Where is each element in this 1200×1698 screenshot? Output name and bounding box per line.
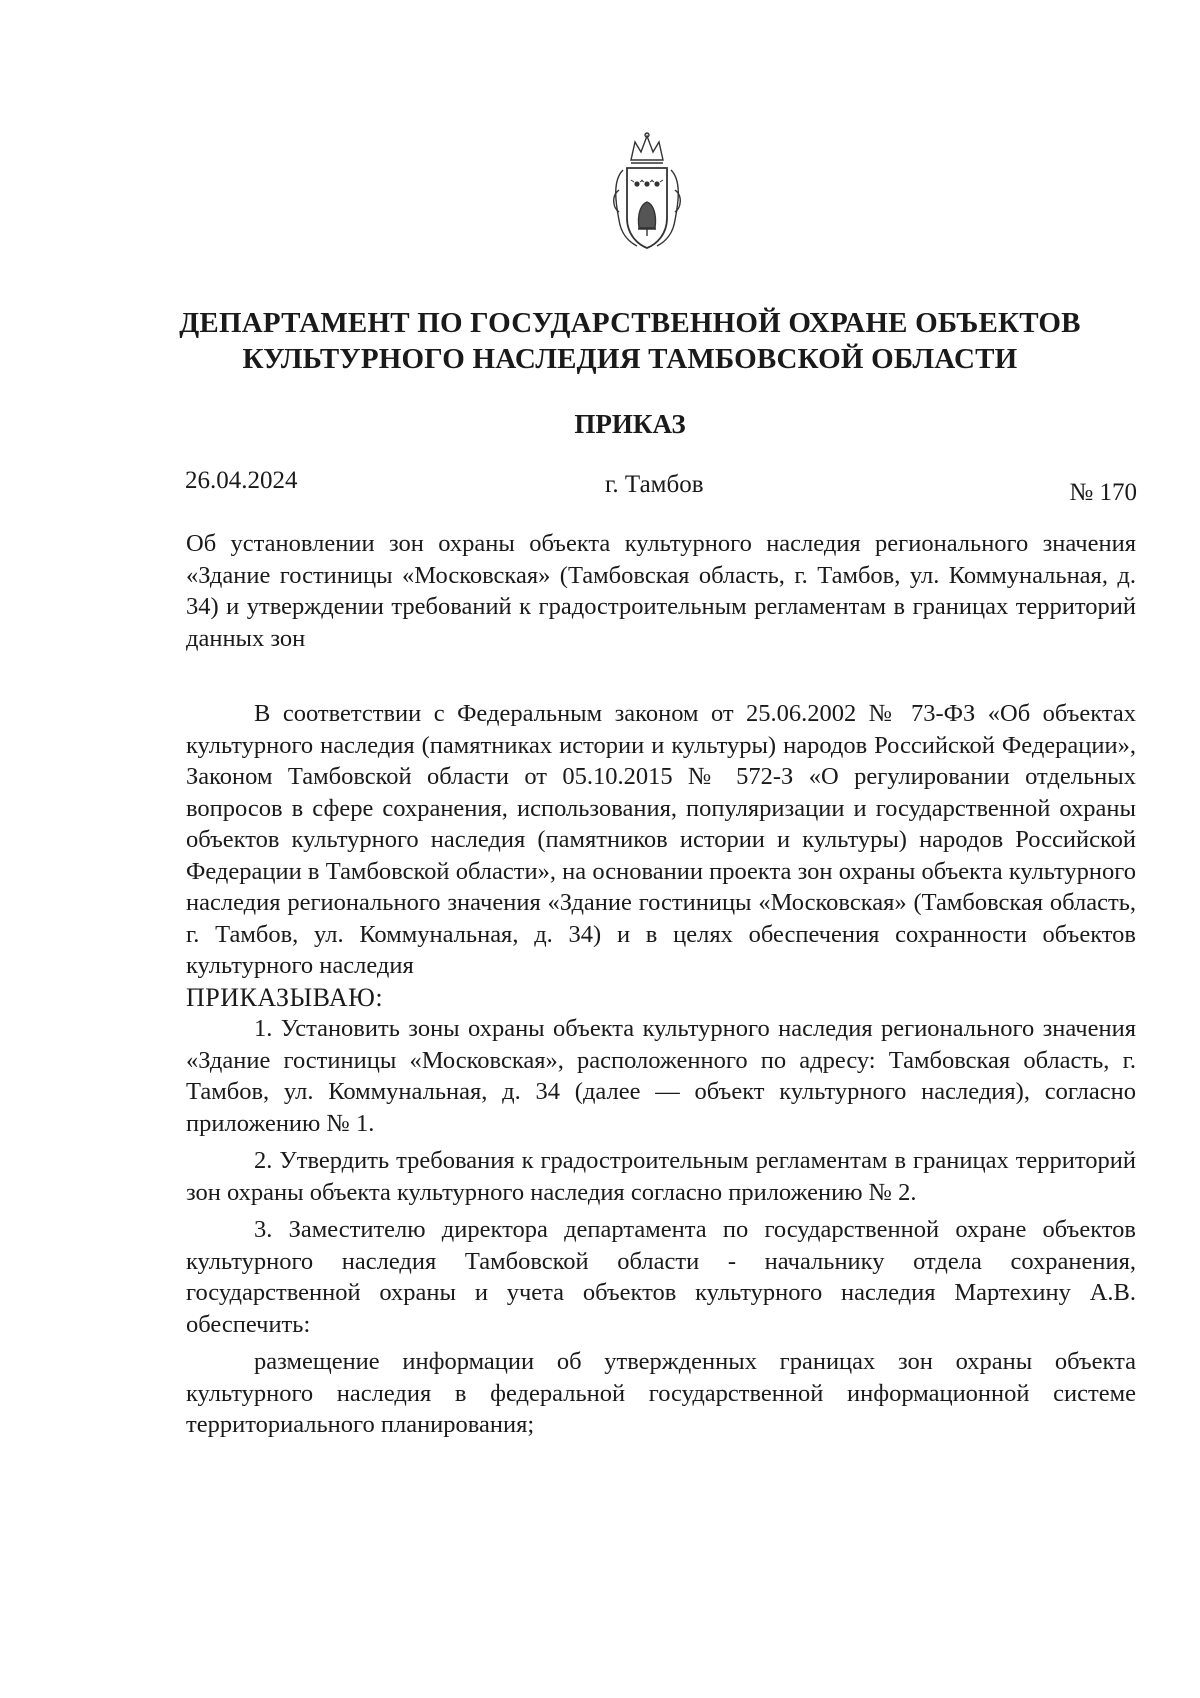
document-city: г. Тамбов [605,471,704,498]
order-item-1: 1. Установить зоны охраны объекта культурного наследия регионального значения «Здание гостиницы «Московская», расположенного по адресу: Тамбовская область, г. Тамбов, ул. Коммунальная, д. 34 (далее — объект культурного наследия), согласно приложению № 1. [186,1015,1136,1137]
department-title [150,305,1110,377]
document-meta-row [185,466,1137,506]
department-title-line2: КУЛЬТУРНОГО НАСЛЕДИЯ ТАМБОВСКОЙ ОБЛАСТИ [242,343,1018,375]
document-type: ПРИКАЗ [574,409,686,439]
order-item-3-sub-1: размещение информации об утвержденных границах зон охраны объекта культурного наследия в федеральной государственной информационной системе территориального планирования; [186,1348,1136,1438]
document-subject: Об установлении зон охраны объекта культурного наследия регионального значения «Здание гостиницы «Московская» (Тамбовская область, г. Тамбов, ул. Коммунальная, д. 34) и утверждении требований к градостроительным регламентам в границах территорий данных зон [186,530,1136,652]
order-word: ПРИКАЗЫВАЮ: [186,982,384,1012]
document-date: 26.04.2024 [185,467,298,494]
order-item-3: 3. Заместителю директора департамента по государственной охране объектов культурного наследия Тамбовской области - начальнику отдела сохранения, государственной охраны и учета объектов культурного наследия Мартехину А.В. обеспечить: [186,1216,1136,1338]
department-title-line1: ДЕПАРТАМЕНТ ПО ГОСУДАРСТВЕННОЙ ОХРАНЕ ОБЪЕКТОВ [179,307,1081,339]
document-body [186,698,1136,1441]
document-number: № 170 [1069,479,1137,506]
tambov-coat-of-arms-icon [607,130,687,260]
order-item-2: 2. Утвердить требования к градостроительным регламентам в границах территорий зон охраны объекта культурного наследия согласно приложению № 2. [186,1147,1136,1206]
preamble-paragraph: В соответствии с Федеральным законом от 25.06.2002 № 73-ФЗ «Об объектах культурного наследия (памятниках истории и культуры) народов Российской Федерации», Законом Тамбовской области от 05.10.2015 № 572-З «О регулировании отдельных вопросов в сфере сохранения, использования, популяризации и государственной охраны объектов культурного наследия (памятников истории и культуры) народов Российской Федерации в Тамбовской области», на основании проекта зон охраны объекта культурного наследия регионального значения «Здание гостиницы «Московская» (Тамбовская область, г. Тамбов, ул. Коммунальная, д. 34) и в целях обеспечения сохранности объектов культурного наследия [186,700,1136,979]
